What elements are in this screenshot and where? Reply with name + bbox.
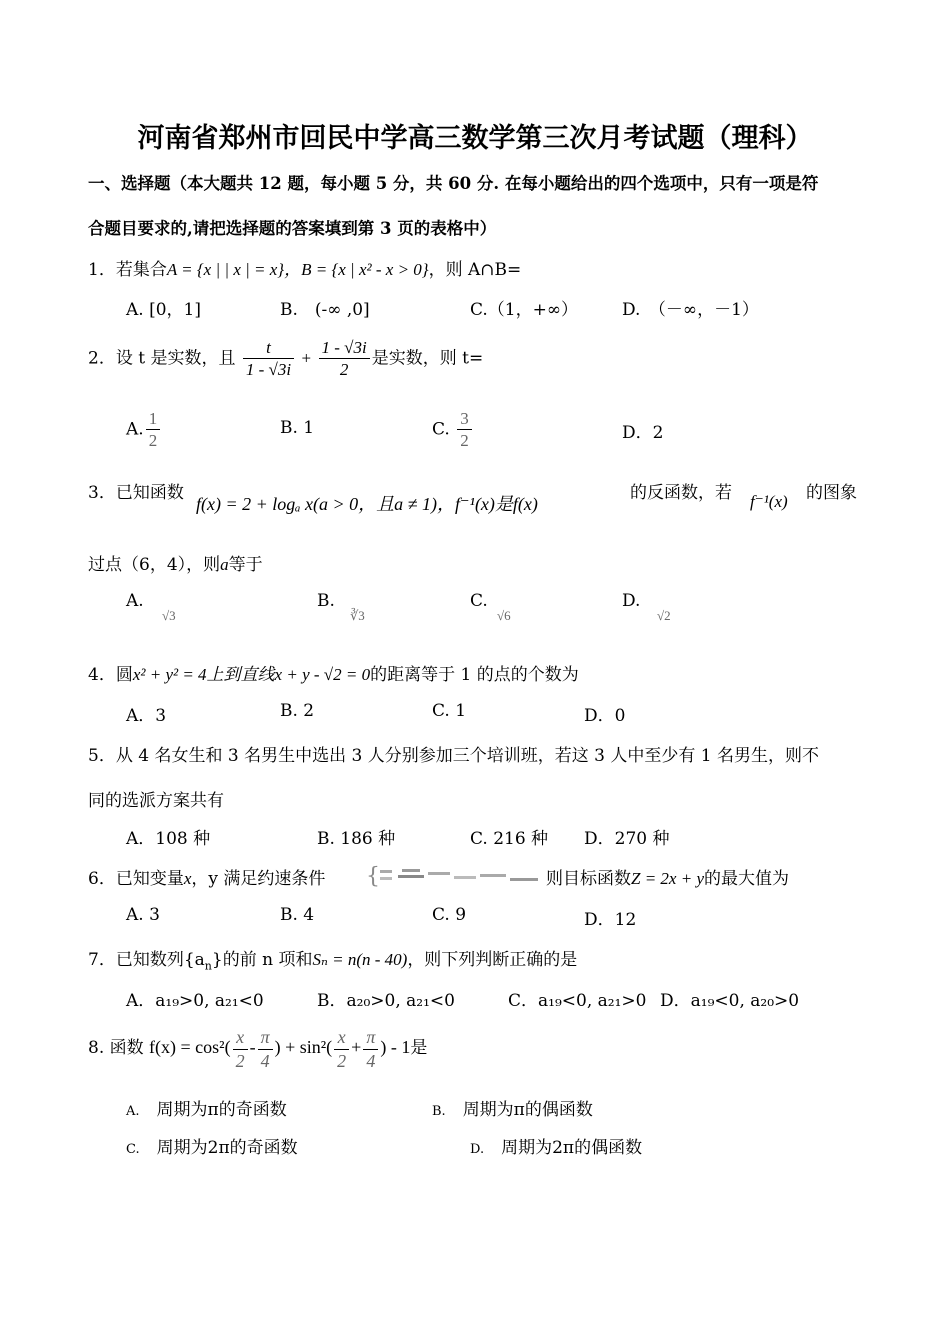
- question-stem: 若集合: [115, 260, 167, 280]
- option-d: D．270 种: [584, 829, 670, 849]
- option-a: A．108 种: [126, 829, 211, 849]
- question-stem: }的前 n 项和: [211, 950, 313, 970]
- question-stem: ，则下列判断正确的是: [407, 950, 578, 970]
- question-5: [88, 741, 819, 766]
- question-7: 7．已知数列$\{a_n\}$的前 n 项和Sₙ = n(n - 40)，则下列判断正确的是: [88, 950, 578, 973]
- option-b: B.: [317, 591, 335, 611]
- option-b: B. 186 种: [317, 829, 396, 849]
- constraint-system-image: [364, 864, 542, 888]
- question-stem: 圆: [115, 665, 133, 685]
- question-2: 2．设 t 是实数，且 $\frac{t}{1 - √3i}$ + $\frac{1 - √3i}{2}$ 是实数，则 t=: [88, 338, 484, 380]
- question-6: 6．已知变量x，y 满足约速条件: [88, 869, 326, 889]
- question-number: 1．: [88, 260, 116, 280]
- option-d: D．0: [584, 706, 626, 726]
- math-expression: f(x) = cos²( $\frac{x}{2}$ - $\frac{\pi}{4}$ ) + sin²( $\frac{x}{2}$ + $\frac{\pi}{4}$ ) - 1: [149, 1027, 411, 1071]
- option-c: C. 周期为2π的奇函数: [126, 1138, 298, 1158]
- question-stem: ，y 满足约速条件: [191, 869, 326, 889]
- option-b: B. 周期为π的偶函数: [432, 1100, 593, 1120]
- fraction: $\frac{1}{2}$: [146, 408, 161, 452]
- question-number: 3．: [88, 483, 116, 503]
- question-number: 4．: [88, 665, 116, 685]
- question-stem: 已知变量: [115, 869, 184, 889]
- math-expression: f(x) = 2 + logₐ x(a > 0，且a ≠ 1)，f⁻¹(x)是f(x): [196, 494, 538, 514]
- option-d: D．a₁₉<0, a₂₀>0: [660, 991, 800, 1011]
- option-a: A. 3: [126, 905, 160, 925]
- question-3-line2: 过点（6，4），则a等于: [88, 555, 263, 575]
- page-title: 河南省郑州市回民中学高三数学第三次月考试题（理科）: [137, 123, 813, 154]
- question-stem: 的距离等于 1 的点的个数为: [370, 665, 579, 685]
- option-a: A. [0，1]: [126, 300, 201, 320]
- math-expression: Z = 2x + y: [631, 869, 704, 888]
- option-d: D. 周期为2π的偶函数: [470, 1138, 643, 1158]
- option-d: D. （－∞，－1）: [622, 300, 759, 320]
- math-expression: A = {x | | x | = x}，B = {x | x² - x > 0}: [166, 260, 429, 279]
- option-b: B. 1: [280, 418, 315, 438]
- svg-text:{: {: [366, 864, 380, 888]
- question-8: [88, 1026, 427, 1072]
- option-d-value: √2: [657, 608, 671, 623]
- question-6-rest: [546, 864, 789, 889]
- option-c: C.（1，+∞）: [470, 300, 579, 320]
- question-stem: 已知函数: [115, 483, 184, 503]
- question-number: 8.: [88, 1038, 105, 1059]
- option-b: B. 4: [280, 905, 315, 925]
- question-stem: ，则 A∩B=: [428, 260, 522, 280]
- option-a: A．a₁₉>0, a₂₁<0: [126, 991, 264, 1011]
- option-b: B. (-∞ ,0]: [280, 300, 370, 320]
- question-number: 2．: [88, 348, 116, 369]
- section-header-line1: 一、选择题（本大题共 12 题，每小题 5 分，共 60 分. 在每小题给出的四个选项中，只有一项是符: [88, 174, 819, 193]
- question-3: [88, 478, 184, 503]
- option-a: A.: [126, 591, 144, 611]
- option-c: C.: [470, 591, 488, 611]
- question-stem: 从 4 名女生和 3 名男生中选出 3 人分别参加三个培训班，若这 3 人中至少有 1 名男生，则不: [115, 746, 819, 766]
- option-a: A. $\frac{1}{2}$: [126, 408, 162, 452]
- question-stem: 是: [410, 1038, 428, 1059]
- question-stem: 的反函数，若: [630, 483, 732, 503]
- fraction: $\frac{t}{1 - √3i}$: [243, 337, 294, 381]
- option-c-value: √6: [497, 608, 511, 623]
- question-stem: 则目标函数: [546, 869, 631, 889]
- option-d: D．12: [584, 910, 637, 930]
- math-expression: f⁻¹(x): [750, 492, 788, 511]
- option-c: C. 1: [432, 701, 467, 721]
- option-a: A．3: [126, 706, 167, 726]
- question-stem: 函数: [109, 1038, 144, 1059]
- fraction: $\frac{3}{2}$: [457, 408, 472, 452]
- option-b-value: ∛3: [350, 608, 365, 623]
- fraction: $\frac{1 - √3i}{2}$: [319, 337, 370, 381]
- question-stem: 设 t 是实数，且: [115, 348, 236, 369]
- question-1: [88, 255, 521, 280]
- math-expression: x² + y² = 4上到直线x + y - √2 = 0: [132, 665, 371, 684]
- option-c: C. $\frac{3}{2}$: [432, 408, 474, 452]
- option-b: B. 2: [280, 701, 315, 721]
- option-a-value: √3: [162, 608, 176, 623]
- question-stem: 的图象: [806, 483, 857, 503]
- question-4: [88, 660, 579, 685]
- option-c: C. 9: [432, 905, 467, 925]
- question-number: 6．: [88, 869, 116, 889]
- option-b: B．a₂₀>0, a₂₁<0: [317, 991, 455, 1011]
- option-d: D．2: [622, 423, 664, 443]
- question-5-line2: 同的选派方案共有: [88, 791, 224, 811]
- option-d: D.: [622, 591, 641, 611]
- option-a: A. 周期为π的奇函数: [126, 1100, 287, 1120]
- option-c: C．a₁₉<0, a₂₁>0: [508, 991, 647, 1011]
- question-stem: 的最大值为: [704, 869, 789, 889]
- option-c: C. 216 种: [470, 829, 549, 849]
- question-number: 7．: [88, 950, 116, 970]
- question-stem: 已知数列{a: [115, 950, 205, 970]
- section-header-line2: 合题目要求的,请把选择题的答案填到第 3 页的表格中）: [88, 219, 497, 238]
- question-stem: 是实数，则 t=: [371, 348, 484, 369]
- math-expression: Sₙ = n(n - 40): [312, 950, 408, 969]
- question-number: 5．: [88, 746, 116, 766]
